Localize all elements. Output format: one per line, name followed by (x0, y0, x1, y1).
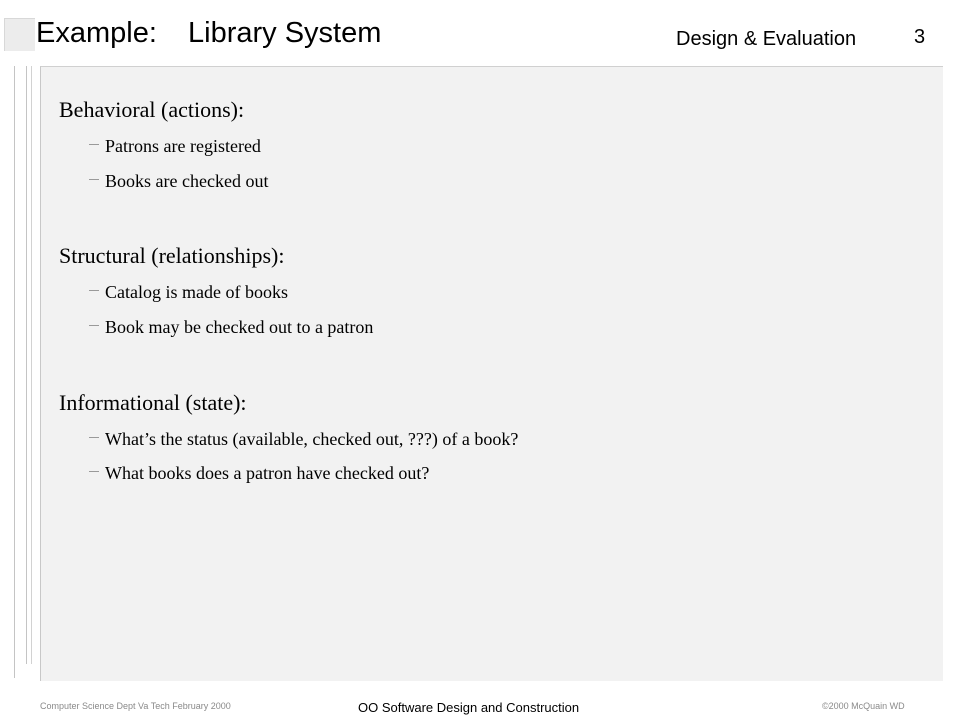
list-item (105, 317, 373, 338)
list-item-text: What’s the status (available, checked out, ???) of a book? (105, 429, 519, 449)
content-panel (40, 66, 943, 681)
bullet-dash (89, 325, 99, 326)
corner-tab-decoration (4, 18, 35, 51)
list-item (105, 463, 429, 484)
bullet-dash (89, 144, 99, 145)
list-item (105, 282, 288, 303)
list-item-text: Book may be checked out to a patron (105, 317, 374, 337)
margin-rule-inner (26, 66, 27, 664)
list-item (105, 429, 518, 450)
bullet-dash (89, 290, 99, 291)
list-item-text: Patrons are registered (105, 136, 261, 156)
footer-affiliation: Computer Science Dept Va Tech February 2000 (40, 701, 231, 711)
margin-rule-outer (14, 66, 15, 678)
footer-copyright: ©2000 McQuain WD (822, 701, 905, 711)
footer-course-title: OO Software Design and Construction (358, 700, 580, 715)
margin-rule-inner-light (31, 66, 32, 664)
section-name: Design & Evaluation (676, 28, 857, 50)
section-heading-behavioral: Behavioral (actions): (59, 97, 245, 122)
bullet-dash (89, 437, 99, 438)
slide-title-main: Library System (188, 17, 382, 49)
page-number: 3 (914, 26, 926, 48)
list-item-text: What books does a patron have checked out? (105, 463, 430, 483)
section-heading-informational: Informational (state): (59, 390, 247, 415)
list-item-text: Books are checked out (105, 171, 269, 191)
list-item (105, 136, 261, 157)
bullet-dash (89, 471, 99, 472)
slide-title (36, 17, 381, 50)
slide-title-prefix: Example: (36, 17, 157, 49)
bullet-dash (89, 179, 99, 180)
list-item (105, 171, 268, 192)
list-item-text: Catalog is made of books (105, 282, 288, 302)
section-heading-structural: Structural (relationships): (59, 243, 285, 268)
